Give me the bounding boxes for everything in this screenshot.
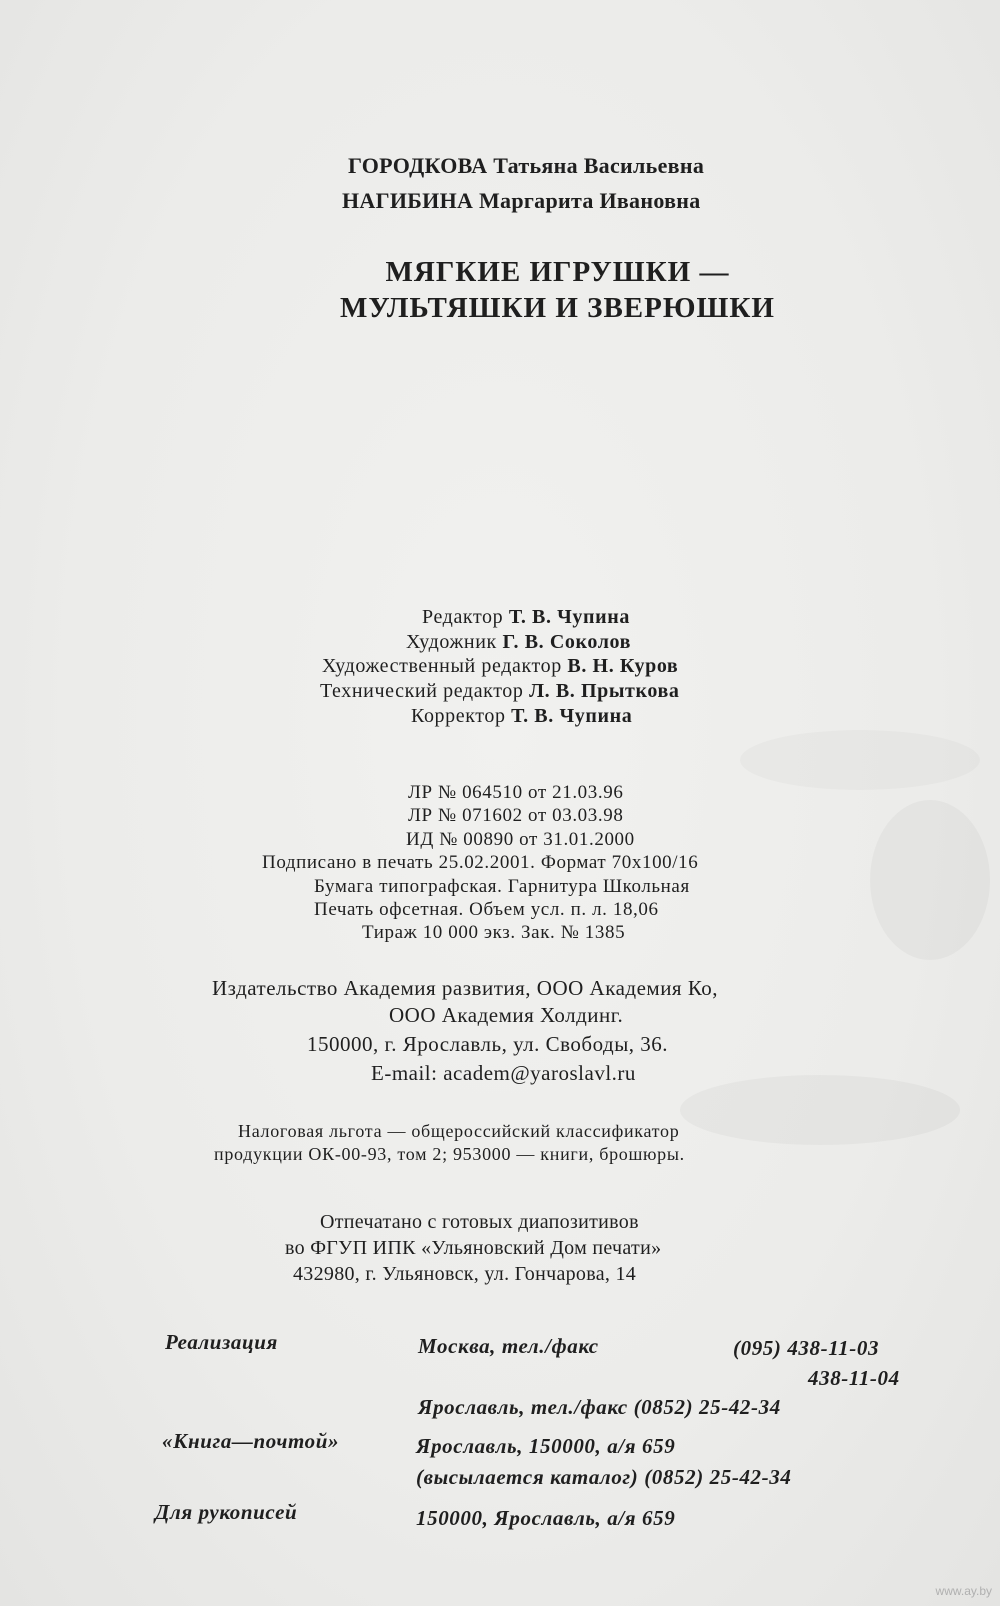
publisher-line: 150000, г. Ярославль, ул. Свободы, 36. — [307, 1032, 669, 1056]
credit-role: Технический редактор — [320, 680, 524, 702]
printer-line: во ФГУП ИПК «Ульяновский Дом печати» — [285, 1237, 662, 1259]
credit-name: Т. В. Чупина — [508, 606, 631, 628]
author-surname: НАГИБИНА — [342, 188, 474, 213]
credit-role: Корректор — [411, 705, 506, 727]
author-surname: ГОРОДКОВА — [348, 153, 488, 178]
author-given-name: Татьяна Васильевна — [493, 153, 705, 178]
imprint-line: ЛР № 071602 от 03.03.98 — [408, 805, 624, 826]
sales-label: Для рукописей — [155, 1500, 298, 1524]
author-given-name: Маргарита Ивановна — [478, 188, 701, 213]
imprint-line: Подписано в печать 25.02.2001. Формат 70x100/16 — [262, 852, 699, 873]
publisher-email: E-mail: academ@yaroslavl.ru — [371, 1061, 636, 1085]
sales-mail-address: Ярославль, 150000, а/я 659 — [416, 1434, 676, 1458]
watermark: www.ay.by — [935, 1584, 992, 1598]
credit-name: Т. В. Чупина — [511, 705, 633, 727]
imprint-line: ЛР № 064510 от 21.03.96 — [408, 782, 624, 803]
sales-yaroslavl: Ярославль, тел./факс (0852) 25-42-34 — [418, 1395, 781, 1419]
credit-name: В. Н. Куров — [567, 655, 679, 677]
imprint-line: Бумага типографская. Гарнитура Школьная — [314, 876, 690, 897]
credit-name: Л. В. Прыткова — [529, 680, 680, 702]
tax-note-line: Налоговая льгота — общероссийский классификатор — [238, 1121, 680, 1141]
credit-role: Художественный редактор — [322, 655, 562, 677]
imprint-line: ИД № 00890 от 31.01.2000 — [406, 829, 635, 850]
sales-manuscripts-address: 150000, Ярославль, а/я 659 — [416, 1506, 676, 1530]
author-line — [342, 190, 701, 212]
book-title-line: МЯГКИЕ ИГРУШКИ — — [385, 256, 730, 288]
paper-stain — [740, 730, 980, 790]
imprint-line: Тираж 10 000 экз. Зак. № 1385 — [362, 922, 626, 943]
sales-phone: (095) 438-11-03 — [733, 1336, 880, 1360]
printer-line: 432980, г. Ульяновск, ул. Гончарова, 14 — [293, 1263, 637, 1285]
tax-note-line: продукции ОК-00-93, том 2; 953000 — книги, брошюры. — [214, 1144, 685, 1164]
printer-line: Отпечатано с готовых диапозитивов — [320, 1211, 639, 1233]
sales-label: Реализация — [165, 1330, 278, 1354]
book-title-line: МУЛЬТЯШКИ И ЗВЕРЮШКИ — [340, 292, 775, 324]
credit-line — [406, 632, 631, 652]
sales-moscow: Москва, тел./факс — [418, 1334, 599, 1358]
credit-name: Г. В. Соколов — [502, 631, 632, 653]
imprint-line: Печать офсетная. Объем усл. п. л. 18,06 — [314, 899, 659, 920]
sales-label: «Книга—почтой» — [162, 1429, 340, 1453]
author-line — [348, 155, 704, 177]
credit-role: Редактор — [422, 606, 504, 628]
credit-line — [320, 681, 679, 701]
paper-stain — [870, 800, 990, 960]
credit-line — [322, 656, 678, 676]
credit-line — [422, 607, 630, 627]
sales-catalog: (высылается каталог) (0852) 25-42-34 — [416, 1465, 792, 1489]
credit-role: Художник — [406, 631, 497, 653]
paper-stain — [680, 1075, 960, 1145]
publisher-line: ООО Академия Холдинг. — [389, 1003, 624, 1027]
credit-line — [411, 706, 632, 726]
sales-phone: 438-11-04 — [808, 1366, 900, 1390]
publisher-line: Издательство Академия развития, ООО Академия Ко, — [212, 976, 719, 1000]
